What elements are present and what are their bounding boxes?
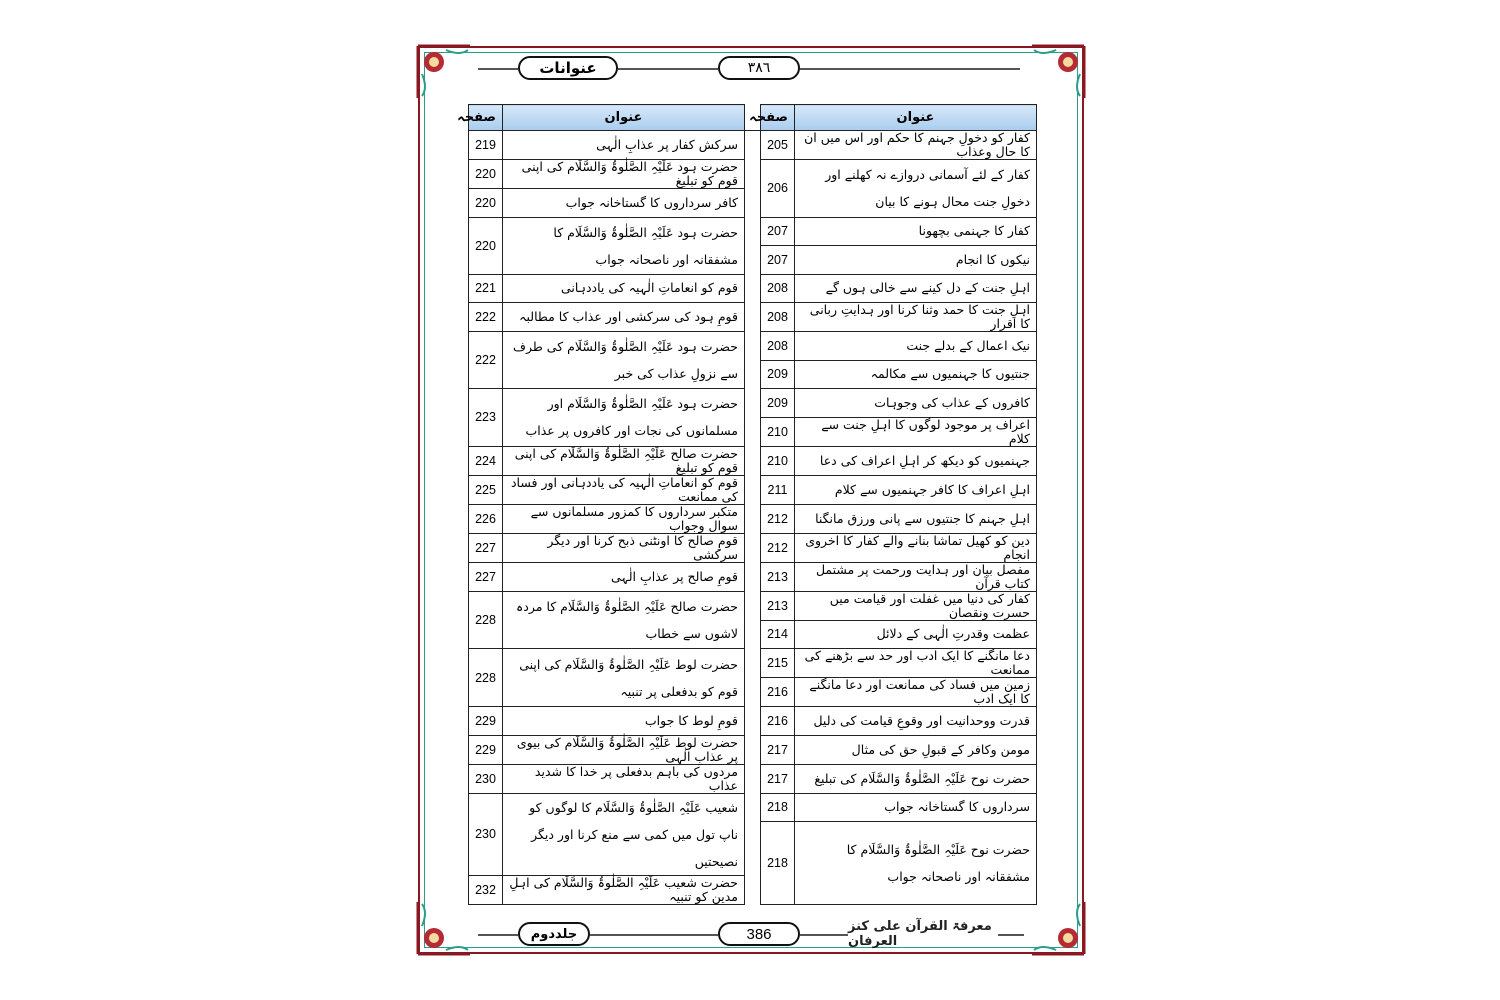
entry-page: 206: [761, 160, 795, 218]
entry-page: 208: [761, 303, 795, 332]
entry-title: حضرت لوط عَلَیْہِ الصَّلٰوۃُ وَالسَّلَام کی بیوی پر عذابِ الٰہی: [503, 735, 745, 764]
entry-title: کافروں کے عذاب کی وجوہات: [795, 389, 1037, 418]
entry-title: کفار کو دخولِ جہنم کا حکم اور اس میں ان کا حال وعذاب: [795, 131, 1037, 160]
table-row: [469, 389, 1037, 418]
column-gap: [745, 475, 761, 504]
entry-page: 218: [761, 822, 795, 905]
entry-title: مفصل بیان اور ہدایت ورحمت پر مشتمل کتاب قرآن: [795, 562, 1037, 591]
running-header-title: عنوانات: [518, 56, 618, 80]
footer-volume: جلددوم: [518, 922, 590, 946]
entry-page: 212: [761, 533, 795, 562]
column-gap: [745, 217, 761, 274]
entry-page: 210: [761, 417, 795, 446]
entry-page: 225: [469, 475, 503, 504]
entry-page: 211: [761, 475, 795, 504]
entry-title: شعیب عَلَیْہِ الصَّلٰوۃُ وَالسَّلَام کا لوگوں کو ناپ تول میں کمی سے منع کرنا اور دیگر نصیحتیں: [503, 793, 745, 875]
column-gap: [745, 332, 761, 389]
table-row: [469, 591, 1037, 620]
entry-title: کافر سرداروں کا گستاخانہ جواب: [503, 189, 745, 218]
entry-page: 216: [761, 678, 795, 707]
entry-page: 220: [469, 189, 503, 218]
entry-title: دین کو کھیل تماشا بنانے والے کفار کا اخروی انجام: [795, 533, 1037, 562]
column-heading-page: صفحہ: [761, 105, 795, 131]
column-gap: [745, 764, 761, 793]
table-row: [469, 764, 1037, 793]
corner-ornament-icon: [416, 44, 472, 100]
table-row: [469, 735, 1037, 764]
entry-title: حضرت صالح عَلَیْہِ الصَّلٰوۃُ وَالسَّلَام کا مردہ لاشوں سے خطاب: [503, 591, 745, 649]
column-gap: [745, 274, 761, 303]
table-row: [469, 160, 1037, 189]
entry-page: 228: [469, 591, 503, 649]
entry-title: حضرت لوط عَلَیْہِ الصَّلٰوۃُ وَالسَّلَام کی اپنی قوم کو بدفعلی پر تنبیہ: [503, 649, 745, 707]
entry-page: 229: [469, 735, 503, 764]
column-gap: [745, 131, 761, 160]
column-gap: [745, 707, 761, 736]
entry-title: حضرت ہود عَلَیْہِ الصَّلٰوۃُ وَالسَّلَام کا مشفقانہ اور ناصحانہ جواب: [503, 217, 745, 274]
entry-title: جہنمیوں کو دیکھ کر اہلِ اعراف کی دعا: [795, 446, 1037, 475]
entry-page: 215: [761, 649, 795, 678]
entry-page: 227: [469, 533, 503, 562]
footer-rule: [998, 934, 1024, 936]
entry-page: 214: [761, 620, 795, 649]
table-row: [469, 446, 1037, 475]
column-heading-title: عنوان: [503, 105, 745, 131]
footer-rule: [800, 934, 848, 936]
table-row: [469, 649, 1037, 678]
entry-title: کفار کا جہنمی بچھونا: [795, 217, 1037, 246]
running-header-page-number: ۳۸٦: [718, 56, 800, 80]
entry-page: 209: [761, 360, 795, 389]
entry-title: دعا مانگنے کا ایک ادب اور حد سے بڑھنے کی ممانعت: [795, 649, 1037, 678]
column-heading-page: صفحہ: [469, 105, 503, 131]
entry-title: اہلِ جنت کا حمد وثنا کرنا اور ہدایتِ ربانی کا اقرار: [795, 303, 1037, 332]
table-row: [469, 707, 1037, 736]
toc-header-row: [469, 105, 1037, 131]
column-gap: [745, 591, 761, 649]
entry-page: 224: [469, 446, 503, 475]
header-rule: [800, 68, 1020, 70]
entry-page: 227: [469, 562, 503, 591]
entry-title: کفار کے لئے آسمانی دروازے نہ کھلنے اور دخولِ جنت محال ہونے کا بیان: [795, 160, 1037, 218]
entry-title: نیک اعمال کے بدلے جنت: [795, 332, 1037, 361]
table-row: [469, 562, 1037, 591]
footer-rule: [478, 934, 518, 936]
entry-title: عظمت وقدرتِ الٰہی کے دلائل: [795, 620, 1037, 649]
column-gap: [745, 793, 761, 904]
entry-page: 220: [469, 217, 503, 274]
column-gap: [745, 649, 761, 707]
entry-title: قومِ صالح کا اونٹنی ذبح کرنا اور دیگر سرکشی: [503, 533, 745, 562]
entry-title: حضرت شعیب عَلَیْہِ الصَّلٰوۃُ وَالسَّلَام کی اہلِ مدین کو تنبیہ: [503, 875, 745, 904]
footer-page-number: 386: [718, 922, 800, 946]
entry-title: قومِ صالح پر عذابِ الٰہی: [503, 562, 745, 591]
entry-title: قدرت ووحدانیت اور وقوعِ قیامت کی دلیل: [795, 707, 1037, 736]
entry-page: 213: [761, 591, 795, 620]
entry-page: 207: [761, 217, 795, 246]
table-row: [469, 274, 1037, 303]
entry-page: 232: [469, 875, 503, 904]
entry-page: 210: [761, 446, 795, 475]
entry-page: 217: [761, 735, 795, 764]
entry-title: جنتیوں کا جہنمیوں سے مکالمہ: [795, 360, 1037, 389]
entry-page: 222: [469, 332, 503, 389]
column-gap: [745, 446, 761, 475]
table-row: [469, 504, 1037, 533]
header-rule: [478, 68, 518, 70]
table-of-contents: [457, 104, 1037, 905]
column-gap: [745, 303, 761, 332]
corner-ornament-icon: [1030, 900, 1086, 956]
entry-page: 221: [469, 274, 503, 303]
entry-title: نیکوں کا انجام: [795, 246, 1037, 275]
entry-title: زمین میں فساد کی ممانعت اور دعا مانگنے کا ایک ادب: [795, 678, 1037, 707]
entry-title: حضرت ہود عَلَیْہِ الصَّلٰوۃُ وَالسَّلَام کی طرف سے نزولِ عذاب کی خبر: [503, 332, 745, 389]
entry-page: 229: [469, 707, 503, 736]
column-gap: [745, 533, 761, 562]
entry-page: 223: [469, 389, 503, 447]
table-row: [469, 533, 1037, 562]
entry-title: اہلِ جنت کے دل کینے سے خالی ہوں گے: [795, 274, 1037, 303]
table-row: [469, 793, 1037, 822]
entry-title: حضرت صالح عَلَیْہِ الصَّلٰوۃُ وَالسَّلَام کی اپنی قوم کو تبلیغ: [503, 446, 745, 475]
entry-page: 208: [761, 332, 795, 361]
entry-page: 230: [469, 764, 503, 793]
entry-page: 212: [761, 504, 795, 533]
entry-page: 213: [761, 562, 795, 591]
entry-title: حضرت ہود عَلَیْہِ الصَّلٰوۃُ وَالسَّلَام اور مسلمانوں کی نجات اور کافروں پر عذاب: [503, 389, 745, 447]
entry-page: 220: [469, 160, 503, 189]
entry-title: قوم کو انعاماتِ الٰہیہ کی یاددہانی: [503, 274, 745, 303]
footer-book-title-logo: معرفۃ القرآن علی کنز العرفان: [848, 919, 992, 949]
column-gap: [745, 735, 761, 764]
entry-page: 226: [469, 504, 503, 533]
table-row: [469, 131, 1037, 160]
entry-title: اہلِ جہنم کا جنتیوں سے پانی ورزق مانگنا: [795, 504, 1037, 533]
table-row: [469, 332, 1037, 361]
entry-title: قومِ ہود کی سرکشی اور عذاب کا مطالبہ: [503, 303, 745, 332]
entry-page: 205: [761, 131, 795, 160]
book-page: [418, 46, 1084, 954]
entry-title: سرداروں کا گستاخانہ جواب: [795, 793, 1037, 822]
entry-title: اعراف پر موجود لوگوں کا اہلِ جنت سے کلام: [795, 417, 1037, 446]
entry-page: 230: [469, 793, 503, 875]
entry-page: 222: [469, 303, 503, 332]
entry-title: سرکش کفار پر عذابِ الٰہی: [503, 131, 745, 160]
column-gap: [745, 562, 761, 591]
column-heading-title: عنوان: [795, 105, 1037, 131]
entry-page: 228: [469, 649, 503, 707]
column-gap: [745, 504, 761, 533]
entry-page: 208: [761, 274, 795, 303]
entry-title: کفار کی دنیا میں غفلت اور قیامت میں حسرت ونقصان: [795, 591, 1037, 620]
corner-ornament-icon: [1030, 44, 1086, 100]
table-row: [469, 303, 1037, 332]
entry-title: حضرت نوح عَلَیْہِ الصَّلٰوۃُ وَالسَّلَام کا مشفقانہ اور ناصحانہ جواب: [795, 822, 1037, 905]
entry-page: 216: [761, 707, 795, 736]
corner-ornament-icon: [416, 900, 472, 956]
entry-title: حضرت نوح عَلَیْہِ الصَّلٰوۃُ وَالسَّلَام کی تبلیغ: [795, 764, 1037, 793]
entry-page: 209: [761, 389, 795, 418]
table-row: [469, 475, 1037, 504]
entry-title: اہلِ اعراف کا کافر جہنمیوں سے کلام: [795, 475, 1037, 504]
entry-title: قومِ لوط کا جواب: [503, 707, 745, 736]
entry-page: 218: [761, 793, 795, 822]
entry-title: حضرت ہود عَلَیْہِ الصَّلٰوۃُ وَالسَّلَام کی اپنی قوم کو تبلیغ: [503, 160, 745, 189]
entry-title: مردوں کی باہم بدفعلی پر خدا کا شدید عذاب: [503, 764, 745, 793]
header-rule: [618, 68, 718, 70]
entry-page: 217: [761, 764, 795, 793]
footer-rule: [590, 934, 718, 936]
entry-title: مومن وکافر کے قبولِ حق کی مثال: [795, 735, 1037, 764]
column-gap: [745, 389, 761, 447]
entry-page: 219: [469, 131, 503, 160]
table-row: [469, 217, 1037, 246]
entry-page: 207: [761, 246, 795, 275]
column-gap: [745, 160, 761, 218]
entry-title: قوم کو انعاماتِ الٰہیہ کی یاددہانی اور فساد کی ممانعت: [503, 475, 745, 504]
entry-title: متکبر سرداروں کا کمزور مسلمانوں سے سوال وجواب: [503, 504, 745, 533]
